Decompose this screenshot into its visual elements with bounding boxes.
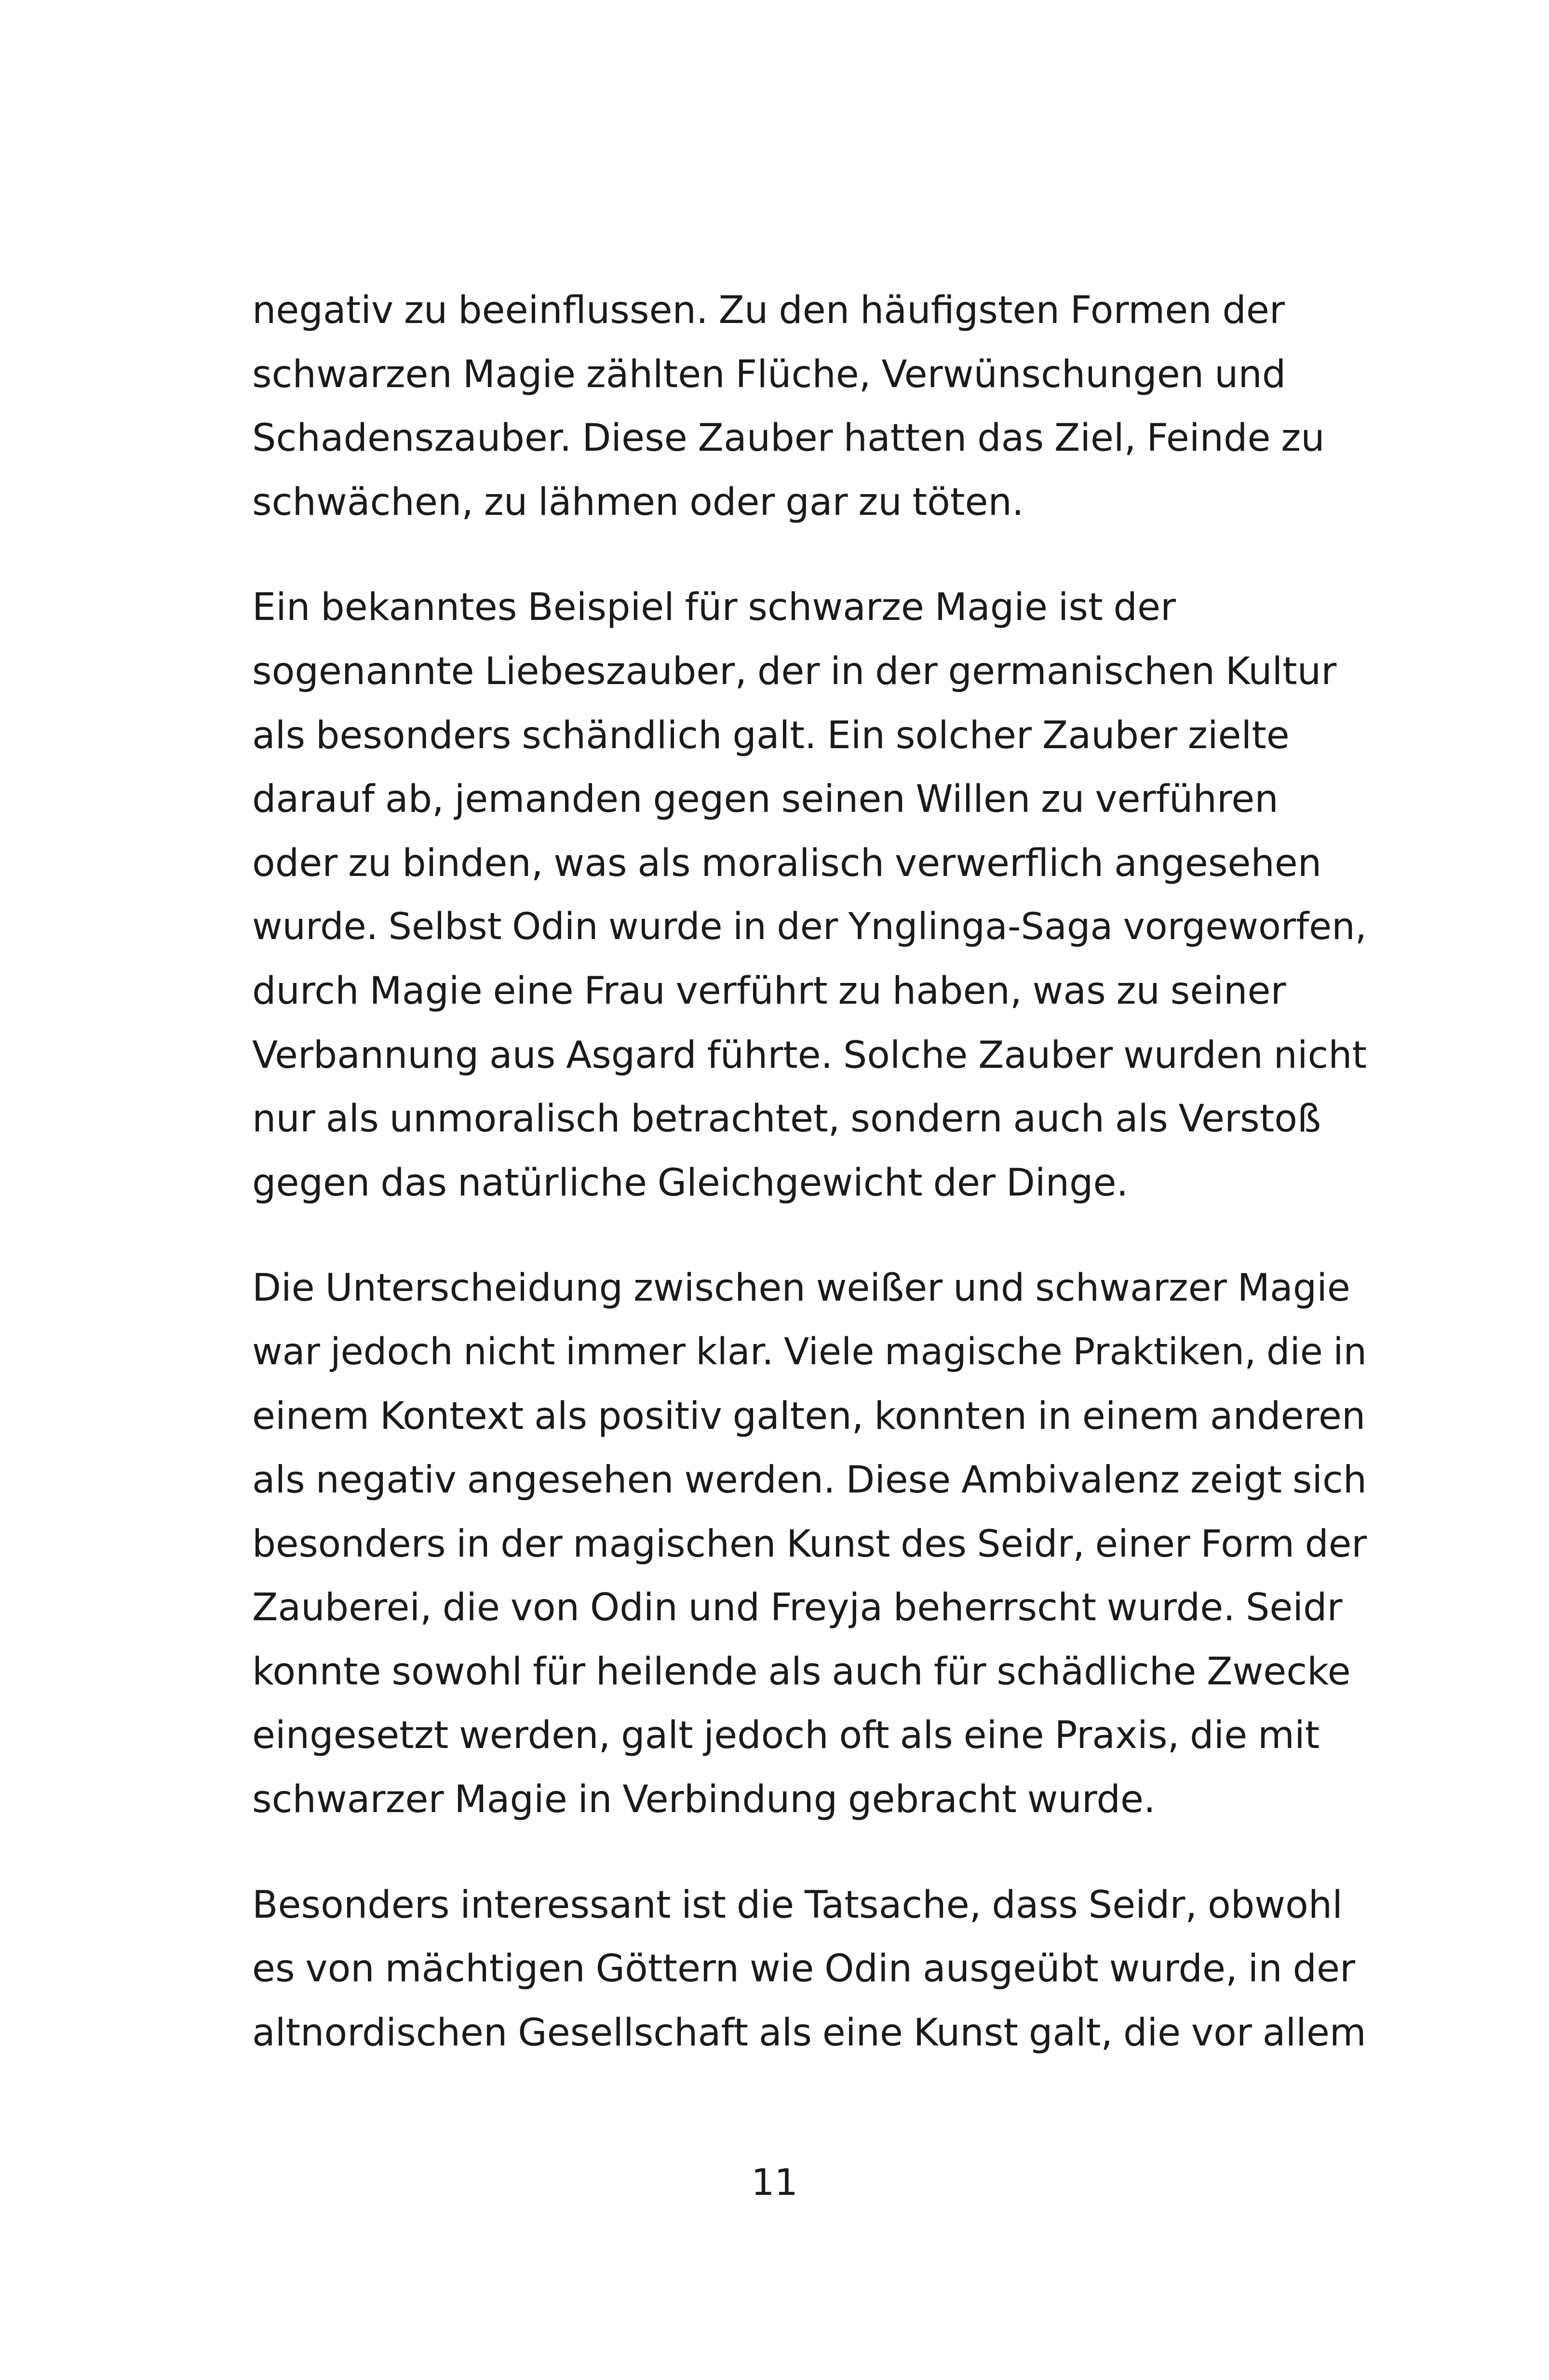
text-line: schwarzen Magie zählten Flüche, Verwünschungen und [252, 352, 1286, 396]
paragraph-3 [252, 1256, 1367, 1831]
text-line: nur als unmoralisch betrachtet, sondern auch als Verstoß [252, 1097, 1321, 1141]
text-line: schwächen, zu lähmen oder gar zu töten. [252, 480, 1024, 524]
text-line: besonders in der magischen Kunst des Seidr, einer Form der [252, 1522, 1367, 1566]
paragraph-1 [252, 279, 1367, 534]
text-line: gegen das natürliche Gleichgewicht der Dinge. [252, 1161, 1129, 1205]
text-line: Zauberei, die von Odin und Freyja beherrscht wurde. Seidr [252, 1586, 1343, 1630]
paragraph-4 [252, 1873, 1367, 2065]
text-line: altnordischen Gesellschaft als eine Kunst galt, die vor allem [252, 2011, 1366, 2055]
page-number: 11 [751, 2161, 798, 2204]
text-line: eingesetzt werden, galt jedoch oft als eine Praxis, die mit [252, 1714, 1320, 1758]
text-line: darauf ab, jemanden gegen seinen Willen zu verführen [252, 778, 1279, 821]
text-line: Besonders interessant ist die Tatsache, dass Seidr, obwohl [252, 1883, 1343, 1927]
text-line: einem Kontext als positiv galten, konnten in einem anderen [252, 1394, 1366, 1438]
text-line: oder zu binden, was als moralisch verwerflich angesehen [252, 841, 1322, 885]
text-line: es von mächtigen Göttern wie Odin ausgeübt wurde, in der [252, 1947, 1356, 1991]
text-line: negativ zu beeinflussen. Zu den häufigsten Formen der [252, 289, 1285, 332]
text-line: Verbannung aus Asgard führte. Solche Zauber wurden nicht [252, 1033, 1367, 1077]
text-line: Die Unterscheidung zwischen weißer und schwarzer Magie [252, 1266, 1350, 1310]
text-line: schwarzer Magie in Verbindung gebracht wurde. [252, 1778, 1156, 1822]
text-line: als negativ angesehen werden. Diese Ambivalenz zeigt sich [252, 1458, 1367, 1502]
text-line: sogenannte Liebeszauber, der in der germanischen Kultur [252, 649, 1337, 693]
text-line: konnte sowohl für heilende als auch für schädliche Zwecke [252, 1650, 1351, 1694]
body-text [252, 279, 1367, 2106]
text-line: wurde. Selbst Odin wurde in der Ynglinga-Saga vorgeworfen, [252, 905, 1367, 949]
text-line: Schadenszauber. Diese Zauber hatten das Ziel, Feinde zu [252, 417, 1325, 460]
text-line: war jedoch nicht immer klar. Viele magische Praktiken, die in [252, 1330, 1367, 1373]
text-line: als besonders schändlich galt. Ein solcher Zauber zielte [252, 713, 1290, 757]
paragraph-2 [252, 576, 1367, 1215]
text-line: durch Magie eine Frau verführt zu haben, was zu seiner [252, 969, 1286, 1013]
text-line: Ein bekanntes Beispiel für schwarze Magie ist der [252, 586, 1176, 630]
